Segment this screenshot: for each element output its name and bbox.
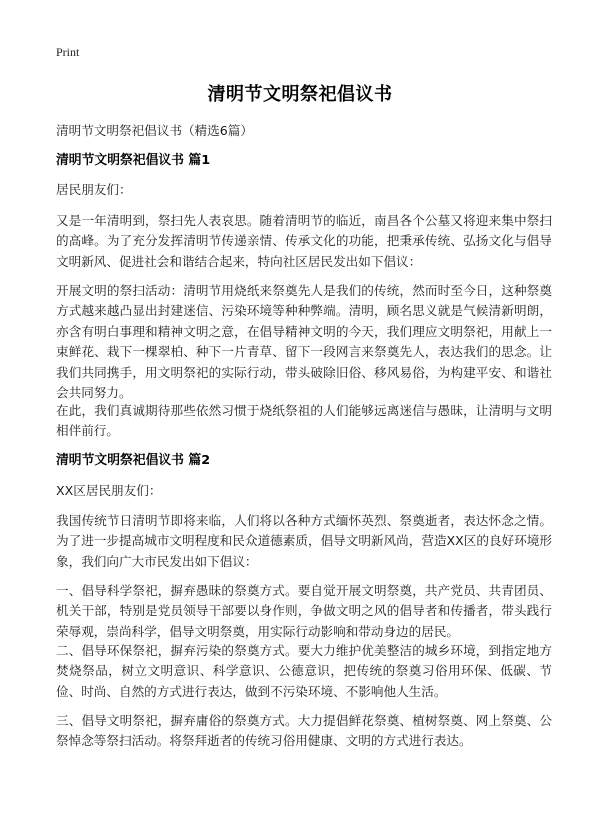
section-greeting: 居民朋友们： [56, 182, 132, 197]
print-label: Print [56, 45, 80, 59]
section-paragraph: 三、倡导文明祭祀，摒弃庸俗的祭奠方式。大力提倡鲜花祭奠、植树祭奠、网上祭奠、公祭悼念等祭扫活动。将祭拜逝者的传统习俗用健康、文明的方式进行表达。 [56, 713, 552, 749]
section-greeting: XX区居民朋友们： [56, 483, 162, 498]
document-subtitle: 清明节文明祭祀倡议书（精选6篇） [56, 123, 253, 138]
section-paragraph: 我国传统节日清明节即将来临，人们将以各种方式缅怀英烈、祭奠逝者，表达怀念之情。为了进一步提高城市文明程度和民众道德素质，倡导文明新风尚，营造XX区的良好环境形象，我们向广大市民发出如下倡议： [56, 513, 552, 569]
document-title: 清明节文明祭祀倡议书 [207, 84, 393, 105]
section-paragraph: 在此，我们真诚期待那些依然习惯于烧纸祭祖的人们能够远离迷信与愚昧，让清明与文明相伴前行。 [56, 403, 552, 439]
section-heading: 清明节文明祭祀倡议书 篇2 [56, 453, 211, 468]
section-heading: 清明节文明祭祀倡议书 篇1 [56, 153, 211, 168]
section-paragraph: 二、倡导环保祭祀，摒弃污染的祭奠方式。要大力维护优美整洁的城乡环境，到指定地方焚烧祭品，树立文明意识、科学意识、公德意识，把传统的祭奠习俗用环保、低碳、节俭、时尚、自然的方式进行表达，做到不污染环境、不影响他人生活。 [56, 643, 552, 699]
section-paragraph: 又是一年清明到，祭扫先人表哀思。随着清明节的临近，南昌各个公墓又将迎来集中祭扫的高峰。为了充分发挥清明节传递亲情、传承文化的功能，把秉承传统、弘扬文化与倡导文明新风、促进社会和谐结合起来，特向社区居民发出如下倡议： [56, 213, 552, 269]
section-paragraph: 开展文明的祭扫活动：清明节用烧纸来祭奠先人是我们的传统，然而时至今日，这种祭奠方式越来越凸显出封建迷信、污染环境等种种弊端。清明，顾名思义就是气候清新明朗，亦含有明白事理和精神文明之意，在倡导精神文明的今天，我们理应文明祭祀，用献上一束鲜花、栽下一棵翠柏、种下一片青草、留下一段网言来祭奠先人，表达我们的思念。让我们共同携手，用文明祭祀的实际行动，带头破除旧俗、移风易俗，为构建平安、和谐社会共同努力。 [56, 283, 552, 401]
section-paragraph: 一、倡导科学祭祀，摒弃愚昧的祭奠方式。要自觉开展文明祭奠，共产党员、共青团员、机关干部，特别是党员领导干部要以身作则，争做文明之风的倡导者和传播者，带头践行荣辱观，崇尚科学，倡导文明祭奠，用实际行动影响和带动身边的居民。 [56, 583, 552, 639]
